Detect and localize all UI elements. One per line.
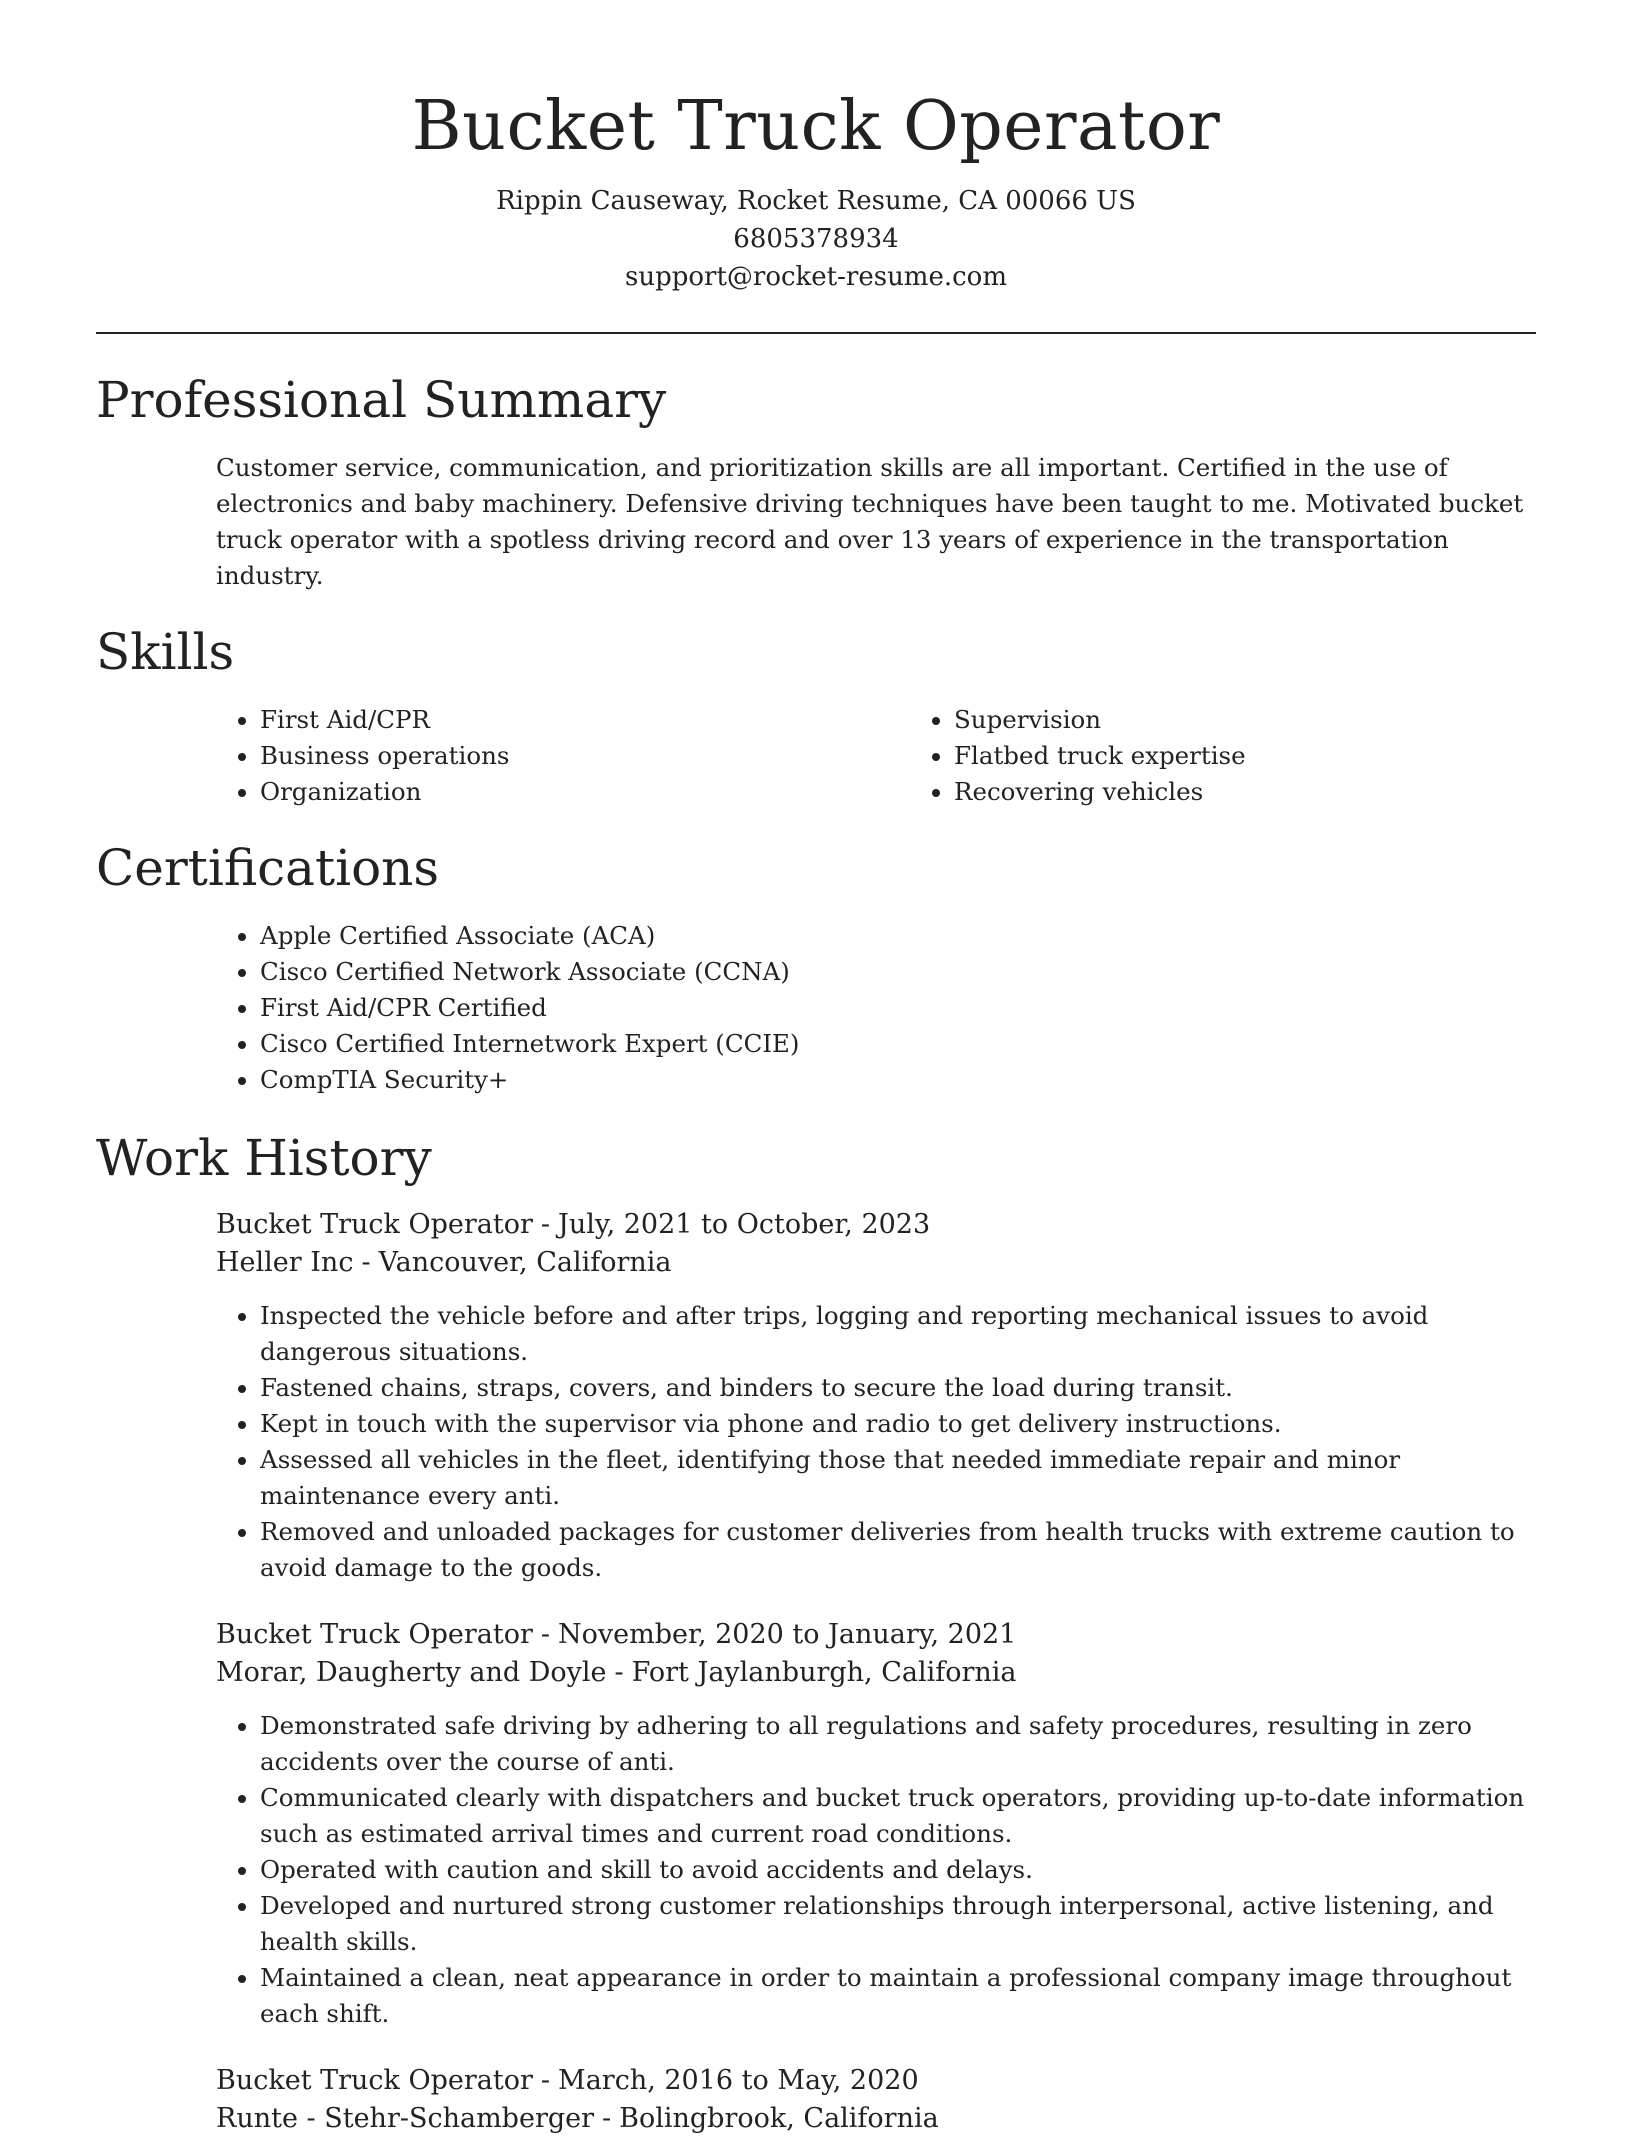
job-title-line: Bucket Truck Operator - July, 2021 to October, 2023 — [216, 1209, 931, 1240]
job-location: Bolingbrook, California — [619, 2103, 939, 2134]
resume-header — [96, 82, 1536, 296]
job-role: Bucket Truck Operator — [216, 1209, 533, 1240]
job-company: Morar, Daugherty and Doyle — [216, 1657, 607, 1688]
job-role: Bucket Truck Operator — [216, 1619, 533, 1650]
job-company-line: Morar, Daugherty and Doyle - Fort Jaylanburgh, California — [216, 1657, 1017, 1688]
job-duty-item: • Fastened chains, straps, covers, and binders to secure the load during transit. — [260, 1370, 1536, 1406]
job-duties-list — [216, 1708, 1536, 2032]
header-divider — [96, 332, 1536, 334]
contact-address: Rippin Causeway, Rocket Resume, CA 00066 US — [496, 186, 1136, 216]
skills-grid — [96, 702, 1536, 810]
job-entry — [96, 1206, 1536, 1586]
section-title-summary: Professional Summary — [96, 371, 667, 429]
skill-item: • Supervision — [954, 702, 1604, 738]
job-location: Vancouver, California — [378, 1247, 672, 1278]
certification-item: • Cisco Certified Network Associate (CCNA) — [260, 954, 1536, 990]
skill-item: • Business operations — [260, 738, 910, 774]
job-title-line: Bucket Truck Operator - March, 2016 to May, 2020 — [216, 2065, 919, 2096]
contact-block — [96, 182, 1536, 296]
job-duty-item: • Assessed all vehicles in the fleet, identifying those that needed immediate repair and minor maintenance every anti. — [260, 1442, 1536, 1514]
skill-item: • First Aid/CPR — [260, 702, 910, 738]
job-duty-item: • Demonstrated safe driving by adhering to all regulations and safety procedures, resulting in zero accidents over the course of anti. — [260, 1708, 1536, 1780]
job-duty-item: • Removed and unloaded packages for customer deliveries from health trucks with extreme caution to avoid damage to the goods. — [260, 1514, 1536, 1586]
certification-item: • Apple Certified Associate (ACA) — [260, 918, 1536, 954]
job-duty-item: • Kept in touch with the supervisor via phone and radio to get delivery instructions. — [260, 1406, 1536, 1442]
job-dates: March, 2016 to May, 2020 — [558, 2065, 919, 2096]
job-company: Runte - Stehr-Schamberger — [216, 2103, 595, 2134]
job-duty-item: • Maintained a clean, neat appearance in order to maintain a professional company image throughout each shift. — [260, 1960, 1536, 2032]
skills-list-right — [910, 702, 1604, 810]
job-company-line: Heller Inc - Vancouver, California — [216, 1247, 672, 1278]
job-duty-item: • Communicated clearly with dispatchers and bucket truck operators, providing up-to-date information such as estimated arrival times and current road conditions. — [260, 1780, 1536, 1852]
skill-item: • Recovering vehicles — [954, 774, 1604, 810]
contact-email: support@rocket-resume.com — [624, 262, 1007, 292]
section-title-work-history: Work History — [96, 1129, 432, 1187]
certification-item: • Cisco Certified Internetwork Expert (CCIE) — [260, 1026, 1536, 1062]
job-entry — [96, 1616, 1536, 2032]
job-duty-item: • Operated with caution and skill to avoid accidents and delays. — [260, 1852, 1536, 1888]
skills-list-left — [216, 702, 910, 810]
skill-item: • Flatbed truck expertise — [954, 738, 1604, 774]
job-company: Heller Inc — [216, 1247, 354, 1278]
section-title-skills: Skills — [96, 623, 235, 681]
job-company-line: Runte - Stehr-Schamberger - Bolingbrook, California — [216, 2103, 939, 2134]
job-duty-item: • Inspected the vehicle before and after trips, logging and reporting mechanical issues to avoid dangerous situations. — [260, 1298, 1536, 1370]
job-location: Fort Jaylanburgh, California — [631, 1657, 1017, 1688]
certification-item: • First Aid/CPR Certified — [260, 990, 1536, 1026]
job-duty-item: • Developed and nurtured strong customer relationships through interpersonal, active listening, and health skills. — [260, 1888, 1536, 1960]
job-role: Bucket Truck Operator — [216, 2065, 533, 2096]
resume-name: Bucket Truck Operator — [411, 87, 1221, 166]
certification-item: • CompTIA Security+ — [260, 1062, 1536, 1098]
job-duties-list — [216, 1298, 1536, 1586]
job-entry — [96, 2062, 1536, 2138]
job-dates: July, 2021 to October, 2023 — [558, 1209, 931, 1240]
certifications-list — [216, 918, 1536, 1098]
summary-text: Customer service, communication, and prioritization skills are all important. Certified in the use of electronics and baby machinery. Defensive driving techniques have been taught to me. Motivated bucket truck operator with a spotless driving record and over 13 years of experience in the transportation industry. — [216, 453, 1524, 590]
job-dates: November, 2020 to January, 2021 — [558, 1619, 1017, 1650]
skill-item: • Organization — [260, 774, 910, 810]
contact-phone: 6805378934 — [733, 224, 899, 254]
section-title-certifications: Certifications — [96, 839, 440, 897]
job-title-line: Bucket Truck Operator - November, 2020 to January, 2021 — [216, 1619, 1017, 1650]
